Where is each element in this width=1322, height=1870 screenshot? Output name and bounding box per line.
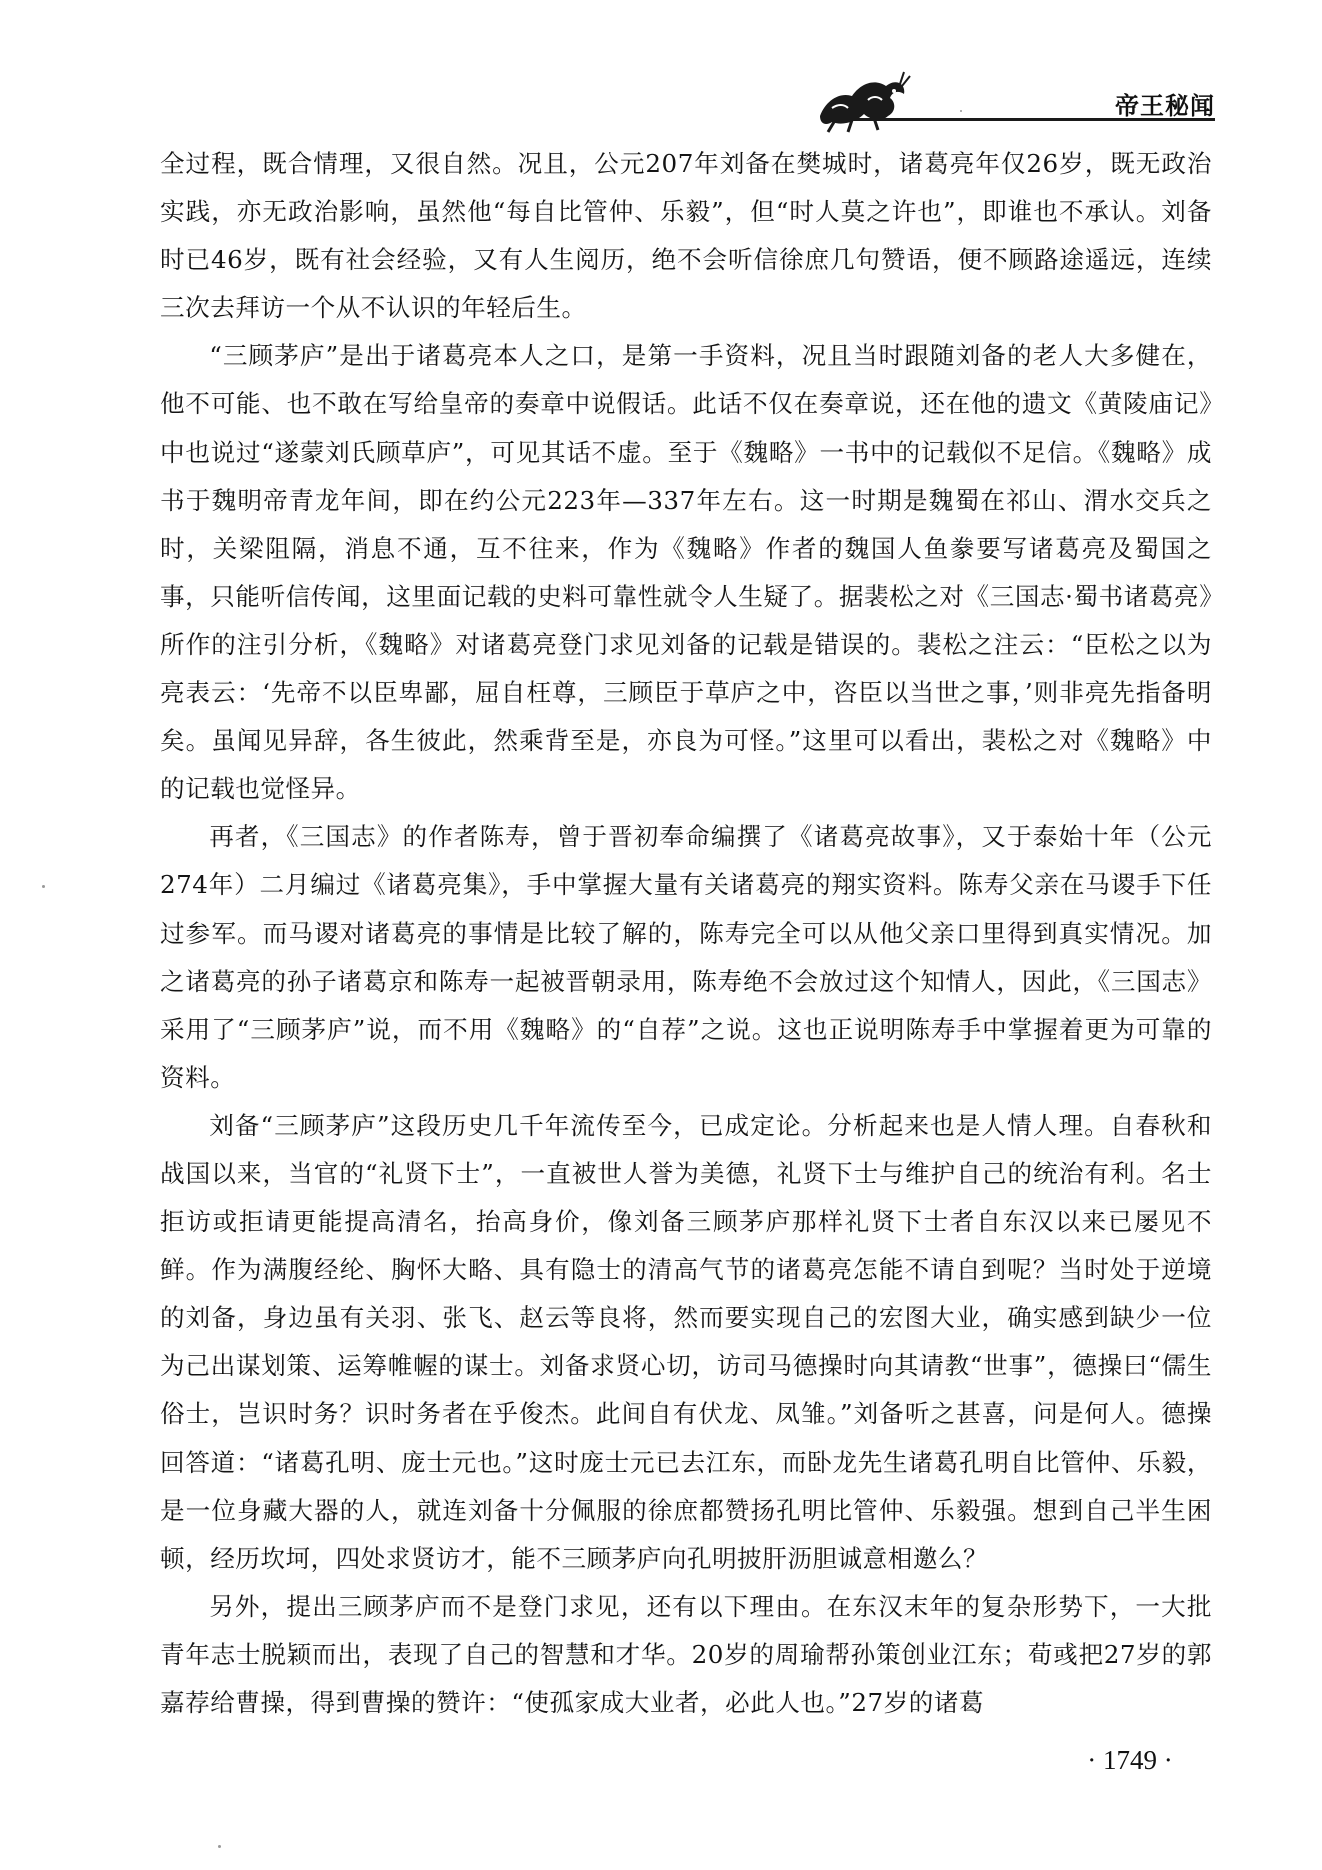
scan-speck (218, 1845, 221, 1848)
scan-speck (42, 885, 45, 888)
page-header (0, 0, 1322, 150)
paragraph: “三顾茅庐”是出于诸葛亮本人之口，是第一手资料，况且当时跟随刘备的老人大多健在，他不可能、也不敢在写给皇帝的奏章中说假话。此话不仅在奏章说，还在他的遗文《黄陵庙记》中也说过“遂蒙刘氏顾草庐”，可见其话不虚。至于《魏略》一书中的记载似不足信。《魏略》成书于魏明帝青龙年间，即在约公元223年—337年左右。这一时期是魏蜀在祁山、渭水交兵之时，关梁阻隔，消息不通，互不往来，作为《魏略》作者的魏国人鱼豢要写诸葛亮及蜀国之事，只能听信传闻，这里面记载的史料可靠性就令人生疑了。据裴松之对《三国志·蜀书诸葛亮》所作的注引分析，《魏略》对诸葛亮登门求见刘备的记载是错误的。裴松之注云：“臣松之以为亮表云：‘先帝不以臣卑鄙，屈自枉尊，三顾臣于草庐之中，咨臣以当世之事，’则非亮先指备明矣。虽闻见异辞，各生彼此，然乘背至是，亦良为可怪。”这里可以看出，裴松之对《魏略》中的记载也觉怪异。 (160, 341, 1212, 804)
scan-speck (960, 110, 962, 112)
dragon-icon (812, 64, 912, 136)
page-number: · 1749 · (1087, 1745, 1173, 1775)
paragraph: 全过程，既合情理，又很自然。况且，公元207年刘备在樊城时，诸葛亮年仅26岁，既无政治实践，亦无政治影响，虽然他“每自比管仲、乐毅”，但“时人莫之许也”，即谁也不承认。刘备时已46岁，既有社会经验，又有人生阅历，绝不会听信徐庶几句赞语，便不顾路途遥远，连续三次去拜访一个从不认识的年轻后生。 (160, 149, 1212, 323)
paragraph: 刘备“三顾茅庐”这段历史几千年流传至今，已成定论。分析起来也是人情人理。自春秋和战国以来，当官的“礼贤下士”，一直被世人誉为美德，礼贤下士与维护自己的统治有利。名士拒访或拒请更能提高清名，抬高身价，像刘备三顾茅庐那样礼贤下士者自东汉以来已屡见不鲜。作为满腹经纶、胸怀大略、具有隐士的清高气节的诸葛亮怎能不请自到呢？当时处于逆境的刘备，身边虽有关羽、张飞、赵云等良将，然而要实现自己的宏图大业，确实感到缺少一位为己出谋划策、运筹帷幄的谋士。刘备求贤心切，访司马德操时向其请教“世事”，德操曰“儒生俗士，岂识时务？识时务者在乎俊杰。此间自有伏龙、凤雏。”刘备听之甚喜，问是何人。德操回答道：“诸葛孔明、庞士元也。”这时庞士元已去江东，而卧龙先生诸葛孔明自比管仲、乐毅，是一位身藏大器的人，就连刘备十分佩服的徐庶都赞扬孔明比管仲、乐毅强。想到自己半生困顿，经历坎坷，四处求贤访才，能不三顾茅庐向孔明披肝沥胆诚意相邀么？ (160, 1110, 1212, 1573)
paragraph: 另外，提出三顾茅庐而不是登门求见，还有以下理由。在东汉末年的复杂形势下，一大批青年志士脱颖而出，表现了自己的智慧和才华。20岁的周瑜帮孙策创业江东；荀彧把27岁的郭嘉荐给曹操，得到曹操的赞许：“使孤家成大业者，必此人也。”27岁的诸葛 (160, 1591, 1212, 1717)
body-text (160, 140, 1212, 1727)
paragraph: 再者，《三国志》的作者陈寿，曾于晋初奉命编撰了《诸葛亮故事》，又于泰始十年（公元274年）二月编过《诸葛亮集》，手中掌握大量有关诸葛亮的翔实资料。陈寿父亲在马谡手下任过参军。而马谡对诸葛亮的事情是比较了解的，陈寿完全可以从他父亲口里得到真实情况。加之诸葛亮的孙子诸葛京和陈寿一起被晋朝录用，陈寿绝不会放过这个知情人，因此，《三国志》采用了“三顾茅庐”说，而不用《魏略》的“自荐”之说。这也正说明陈寿手中掌握着更为可靠的资料。 (160, 822, 1212, 1092)
running-title: 帝王秘闻 (1115, 92, 1215, 120)
